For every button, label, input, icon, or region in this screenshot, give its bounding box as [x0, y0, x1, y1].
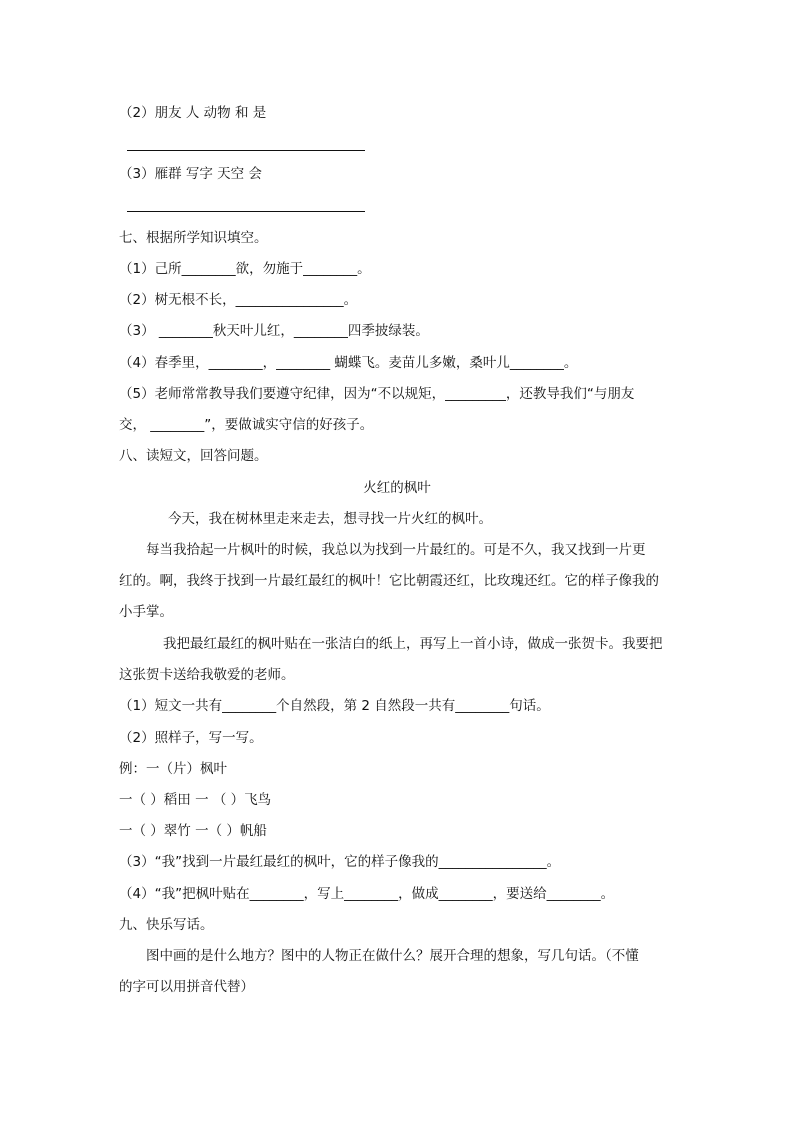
q8-1: （1）短文一共有________个自然段，第 2 自然段一共有________句话。 [119, 698, 550, 714]
passage-title: 火红的枫叶 [363, 480, 431, 496]
paragraph-1: 今天，我在树林里走来走去，想寻找一片火红的枫叶。 [168, 511, 492, 527]
q6-3: （3）雁群 写字 天空 会 [119, 166, 262, 182]
answer-rule [127, 211, 365, 212]
q8-3: （3）“我”找到一片最红最红的枫叶，它的样子像我的________________。 [119, 854, 561, 870]
q8-2: （2）照样子，写一写。 [119, 730, 263, 746]
q7-2: （2）树无根不长，________________。 [119, 292, 358, 308]
example-row-2: 一（ ）翠竹 一（ ）帆船 [119, 823, 267, 839]
q8-4: （4）“我”把枫叶贴在________，写上________，做成________，要送给________。 [119, 886, 615, 902]
q7-5-line-1: （5）老师常常教导我们要遵守纪律，因为“不以规矩，_________，还教导我们“与朋友 [119, 386, 635, 402]
writing-prompt-line-2: 的字可以用拼音代替） [119, 979, 254, 995]
q7-1: （1）己所________欲，勿施于________。 [119, 261, 371, 277]
paragraph-2-line-2: 红的。啊，我终于找到一片最红最红的枫叶！它比朝霞还红，比玫瑰还红。它的样子像我的 [119, 573, 659, 589]
section-9-heading: 九、快乐写话。 [119, 917, 214, 933]
paragraph-2-line-1: 每当我拾起一片枫叶的时候，我总以为找到一片最红的。可是不久，我又找到一片更 [146, 542, 646, 558]
paragraph-3-line-1: 我把最红最红的枫叶贴在一张洁白的纸上，再写上一首小诗，做成一张贺卡。我要把 [163, 636, 663, 652]
q7-3: （3） ________秋天叶儿红，________四季披绿装。 [119, 323, 429, 339]
q7-5-line-2: 交， ________”，要做诚实守信的好孩子。 [119, 417, 374, 433]
q6-2: （2）朋友 人 动物 和 是 [119, 105, 267, 121]
writing-prompt-line-1: 图中画的是什么地方？图中的人物正在做什么？展开合理的想象，写几句话。（不懂 [146, 948, 639, 964]
example-row-1: 一（ ）稻田 一 （ ）飞鸟 [119, 792, 272, 808]
q7-4: （4）春季里，________，________ 蝴蝶飞。麦苗儿多嫩，桑叶儿________。 [119, 355, 578, 371]
section-8-heading: 八、读短文，回答问题。 [119, 448, 268, 464]
paragraph-3-line-2: 这张贺卡送给我敬爱的老师。 [119, 667, 295, 683]
answer-rule [127, 150, 365, 151]
section-7-heading: 七、根据所学知识填空。 [119, 230, 268, 246]
paragraph-2-line-3: 小手掌。 [119, 604, 173, 620]
example: 例：一（片）枫叶 [119, 761, 227, 777]
